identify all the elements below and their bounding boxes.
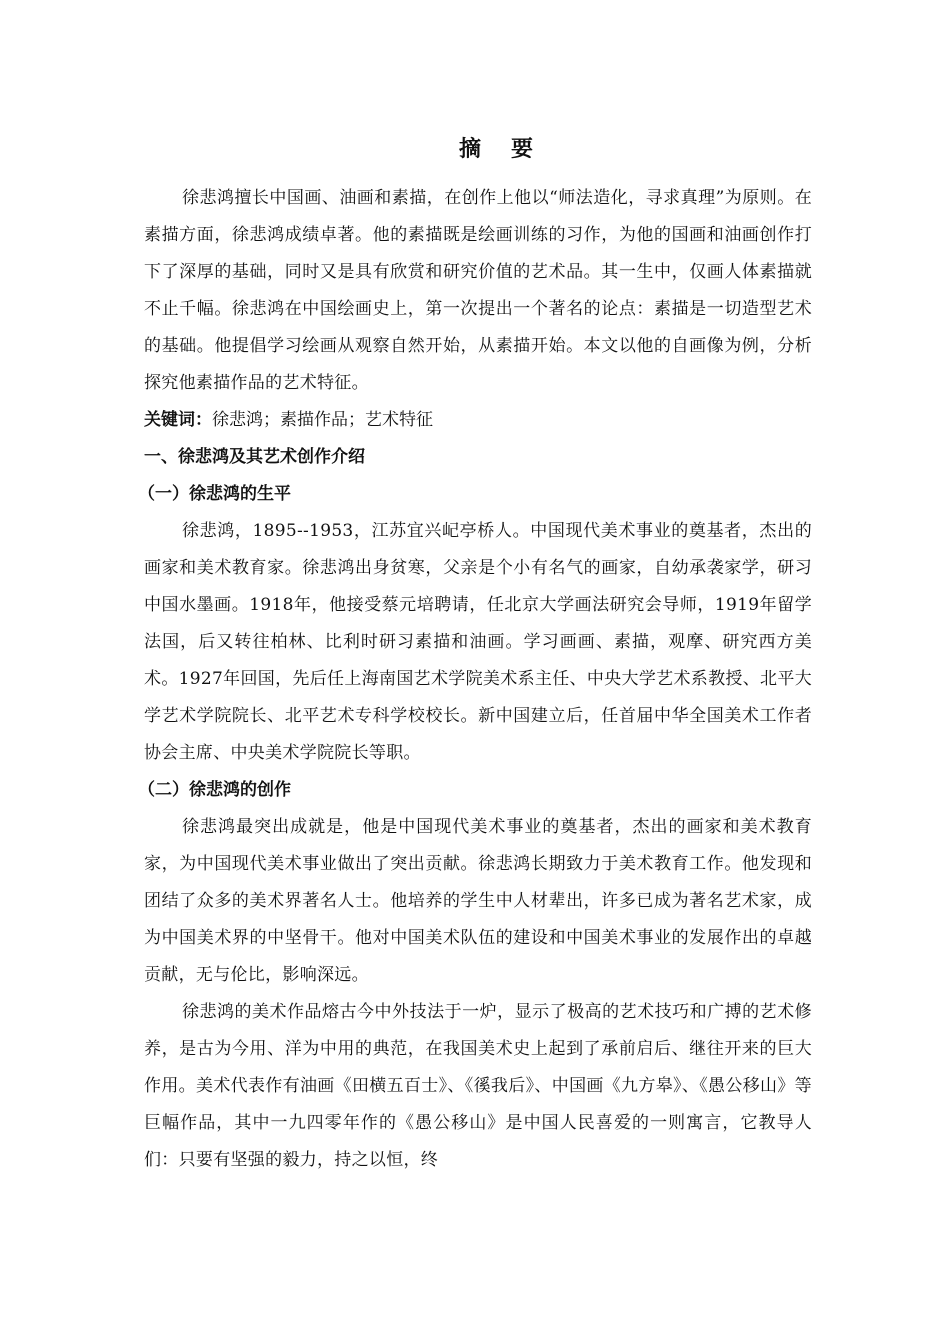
- keywords-value: 徐悲鸿；素描作品；艺术特征: [212, 410, 433, 430]
- creation-paragraph-1: 徐悲鸿最突出成就是，他是中国现代美术事业的奠基者，杰出的画家和美术教育家，为中国现代美术事业做出了突出贡献。徐悲鸿长期致力于美术教育工作。他发现和团结了众多的美术界著名人士。他培养的学生中人材辈出，许多已成为著名艺术家，成为中国美术界的中坚骨干。他对中国美术队伍的建设和中国美术事业的发展作出的卓越贡献，无与伦比，影响深远。: [144, 817, 812, 985]
- section-heading: 一、徐悲鸿及其艺术创作介绍: [144, 447, 365, 467]
- keywords-label: 关键词：: [144, 410, 212, 430]
- document-body: [138, 180, 812, 1179]
- abstract-paragraph: 徐悲鸿擅长中国画、油画和素描，在创作上他以“师法造化，寻求真理”为原则。在素描方面，徐悲鸿成绩卓著。他的素描既是绘画训练的习作，为他的国画和油画创作打下了深厚的基础，同时又是具有欣赏和研究价值的艺术品。其一生中，仅画人体素描就不止千幅。徐悲鸿在中国绘画史上，第一次提出一个著名的论点：素描是一切造型艺术的基础。他提倡学习绘画从观察自然开始，从素描开始。本文以他的自画像为例，分析探究他素描作品的艺术特征。: [144, 188, 812, 393]
- subsection-heading-creation: （二）徐悲鸿的创作: [138, 780, 291, 800]
- life-paragraph: 徐悲鸿，1895--1953，江苏宜兴屺亭桥人。中国现代美术事业的奠基者，杰出的画家和美术教育家。徐悲鸿出身贫寒，父亲是个小有名气的画家，自幼承袭家学，研习中国水墨画。1918年，他接受蔡元培聘请，任北京大学画法研究会导师，1919年留学法国，后又转往柏林、比利时研习素描和油画。学习画画、素描，观摩、研究西方美术。1927年回国，先后任上海南国艺术学院美术系主任、中央大学艺术系教授、北平大学艺术学院院长、北平艺术专科学校校长。新中国建立后，任首届中华全国美术工作者协会主席、中央美术学院院长等职。: [144, 521, 812, 763]
- keywords-line: [144, 402, 812, 439]
- page-title: 摘 要: [458, 137, 537, 162]
- subsection-heading-life: （一）徐悲鸿的生平: [138, 484, 291, 504]
- creation-paragraph-2: 徐悲鸿的美术作品熔古今中外技法于一炉，显示了极高的艺术技巧和广搏的艺术修养，是古为今用、洋为中用的典范，在我国美术史上起到了承前启后、继往开来的巨大作用。美术代表作有油画《田横五百士》、《徯我后》、中国画《九方皋》、《愚公移山》等巨幅作品，其中一九四零年作的《愚公移山》是中国人民喜爱的一则寓言，它教导人们：只要有坚强的毅力，持之以恒，终: [144, 1002, 812, 1170]
